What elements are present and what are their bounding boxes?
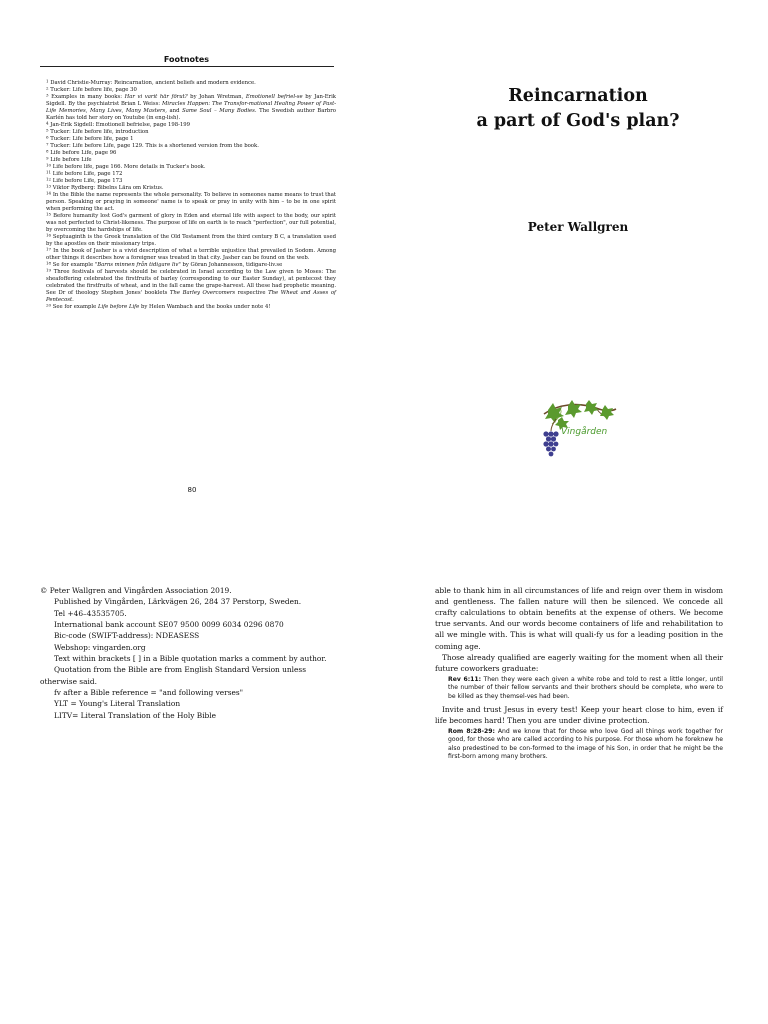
footnote-text: Jan-Erik Sigdell: Emotionell befrielse, page 198-199 (50, 121, 191, 128)
footnote-text: Viktor Rydberg: Bibelns Lära om Kristus. (52, 184, 164, 191)
litv-note: LITV= Literal Translation of the Holy Bible (54, 710, 217, 720)
footnote-number: 12 (46, 176, 52, 182)
footnote-text: Life before Life, page 96 (50, 149, 117, 156)
footnotes-list (46, 80, 336, 310)
fv-note: fv after a Bible reference = "and following verses" (54, 687, 244, 697)
footnote-text: by Johan Wretman, (187, 93, 246, 100)
footnote-text: Har vi varit här förut? (124, 93, 188, 100)
body-paragraph-3: Invite and trust Jesus in every test! Keep your heart close to him, even if life becomes hard! Then you are under divine protection. (435, 704, 723, 726)
quote-text: Then they were each given a white robe and told to rest a little longer, until the number of their fellow servants and their brothers should be complete, who were to be killed as they themsel-ves had been. (448, 675, 724, 700)
footnote-number: 17 (46, 246, 52, 252)
copyright-page (40, 585, 336, 721)
quote-text: And we know that for those who love God all things work together for good, for those who are called according to his purpose. For those whom he foreknew he also predestined to be con-formed to the image of his Son, in order that he might be the first-born among many brothers. (448, 728, 723, 761)
footnote-text: The Swedish author Barbro Karlén has told her story on Youtube (in eng-lish). (46, 107, 336, 121)
footnote-number: 2 (46, 85, 49, 91)
footnote-text: by Helen Wambach and the books under note 4! (139, 303, 271, 310)
bank-account-line: International bank account SE07 9500 0099 6034 0296 0870 (54, 619, 284, 629)
footnote-text: Life before life, page 166. More details in Tucker's book. (52, 163, 206, 170)
footnote-text: In the book of Jasher is a vivid description of what a terrible unjustice that prevailed in Sodom. Among other things it describes how a foreigner was treated in that city. Jasher can be found on the web. (46, 247, 337, 261)
footnote-number: 4 (46, 120, 49, 126)
footnote-17 (46, 248, 336, 262)
body-paragraph-2: Those already qualified are eagerly waiting for the moment when all their future coworkers graduate: (435, 652, 723, 673)
footnote-text: Life before Life, page 172 (52, 170, 123, 177)
footnote-number: 5 (46, 127, 49, 133)
quote-reference: Rom 8:28-29: (448, 728, 495, 736)
copyright-line: © Peter Wallgren and Vingården Association 2019. (40, 586, 232, 595)
footnote-number: 9 (46, 155, 49, 161)
footnote-8 (46, 150, 336, 157)
footnote-number: 15 (46, 211, 52, 217)
footnote-4 (46, 122, 336, 129)
publisher-line: Published by Vingården, Lärkvägen 26, 284 37 Perstorp, Sweden. (54, 597, 302, 607)
footnotes-divider (40, 66, 334, 67)
footnote-text: "Barns minnen från tidigare liv" (94, 261, 181, 268)
footnote-text: Before humanity lost God's garment of glory in Eden and eternal life with aspect to the body, our spirit was not perfected to Christ-likeness. The purpose of life on earth is to reach "perfection", our full potential, by overcoming the hardships of life. (46, 212, 337, 233)
footnote-number: 1 (46, 78, 49, 84)
footnote-number: 16 (46, 232, 52, 238)
webshop-line: Webshop: vingarden.org (54, 642, 146, 652)
footnote-19 (46, 269, 336, 304)
footnote-text: Miracles Happen: The Transfor-mational Healing Power of Past-Life Memories, Many Lives, Many Masters, (46, 100, 336, 114)
page-number: 80 (187, 486, 197, 494)
bible-quote-rev (448, 676, 723, 701)
footnote-6 (46, 136, 336, 143)
footnote-text: The Wheat and Asses of Pentecost. (46, 289, 336, 303)
book-author: Peter Wallgren (527, 220, 629, 234)
vingarden-logo (538, 400, 620, 464)
logo-text: Vingården (561, 427, 608, 437)
footnote-number: 8 (46, 148, 49, 154)
footnote-text: Life before Life (50, 156, 92, 163)
footnote-number: 20 (46, 302, 52, 308)
footnote-10 (46, 164, 336, 171)
footnote-text: Life before Life, page 173 (52, 177, 123, 184)
footnote-13 (46, 185, 336, 192)
footnote-1 (46, 80, 336, 87)
footnote-text: Se for example (52, 261, 95, 268)
body-paragraph-1: able to thank him in all circumstances of life and reign over them in wisdom and gentleness. The fallen nature will then be silenced. We concede all crafty calculations to obtain benefits at the expense of others. We become true servants. And our words become containers of life and rehabilitation to all we mingle with. This is what will quali-fy us for a leading position in the coming age. (435, 586, 723, 651)
footnote-16 (46, 234, 336, 248)
text-page (435, 585, 723, 765)
footnote-9 (46, 157, 336, 164)
bible-version-note: Quotation from the Bible are from English Standard Version unless otherwise said. (40, 665, 307, 686)
footnote-number: 19 (46, 267, 52, 273)
footnote-number: 14 (46, 190, 52, 196)
footnote-text: and (166, 107, 183, 114)
title-line-2: a part of God's plan? (476, 111, 680, 132)
footnote-text: David Christie-Murray: Reincarnation, ancient beliefs and modern evidence. (50, 80, 256, 86)
footnote-number: 3 (46, 92, 49, 98)
footnote-text: Examples in many books: (51, 93, 125, 100)
title-line-1: Reincarnation (508, 86, 648, 106)
footnote-text: See for example (52, 303, 98, 310)
footnote-12 (46, 178, 336, 185)
footnote-text: by Göran Johannesson, tidigare-liv.se (180, 261, 283, 268)
footnote-text: Life before Life (97, 303, 140, 310)
footnote-text: In the Bible the name represents the whole personality. To believe in someones name means to trust that person. Speaking or praying in someone' name is to speak or pray in unity with him – to be in one spirit when performing the act. (46, 191, 337, 212)
footnote-number: 6 (46, 134, 49, 140)
ylt-note: YLT = Young's Literal Translation (54, 699, 181, 709)
bic-code-line: Bic-code (SWIFT-address): NDEASESS (54, 631, 200, 641)
footnote-number: 10 (46, 162, 52, 168)
footnote-5 (46, 129, 336, 136)
footnote-text: Septuaginth is the Greek translation of the Old Testament from the third century B C, a translation used by the apostles on their missionary trips. (46, 233, 336, 247)
footnote-15 (46, 213, 336, 234)
footnote-text: Tucker: Life before life, page 1 (50, 135, 134, 142)
footnote-number: 18 (46, 260, 52, 266)
footnote-text: The Barley Overcomers (169, 289, 236, 296)
book-title (440, 84, 716, 135)
footnote-11 (46, 171, 336, 178)
footnote-number: 7 (46, 141, 49, 147)
footnote-18 (46, 262, 336, 269)
footnote-3 (46, 94, 336, 122)
footnotes-heading: Footnotes (163, 55, 210, 64)
footnote-text: respective (235, 289, 269, 296)
footnote-number: 11 (46, 169, 52, 175)
brackets-note: Text within brackets [ ] in a Bible quotation marks a comment by author. (54, 653, 327, 663)
footnote-text: Emotionell befriel-se (245, 93, 303, 100)
quote-reference: Rev 6:11: (448, 675, 482, 683)
footnote-number: 13 (46, 183, 52, 189)
footnote-14 (46, 192, 336, 213)
bible-quote-rom (448, 728, 723, 761)
footnote-text: Tucker: Life before life, page 30 (50, 86, 137, 93)
footnote-text: Tucker: Life before Life, page 129. This is a shortened version from the book. (50, 142, 259, 149)
footnote-text: Three festivals of harvests should be celebrated in Israel according to the Law given to Moses: The sheafoffering celebrated the firstfruits of barley (corresponding to our Easter Sunday), at pentecost they celebrated the firstfruits of wheat, and in the fall came the grape-harvest. All these had prophetic meaning. See Dr of theology Stephen Jones' booklets (46, 268, 336, 296)
footnote-7 (46, 143, 336, 150)
footnote-2 (46, 87, 336, 94)
footnote-text: Tucker: Life before life, introduction (50, 128, 149, 135)
phone-line: Tel +46–43535705. (54, 608, 127, 618)
footnote-text: Same Soul – Many Bodies. (182, 107, 257, 114)
footnote-text: by Jan-Erik Sigdell. By the psychiatrist Brian L Weiss: (46, 93, 336, 107)
footnote-20 (46, 304, 336, 311)
